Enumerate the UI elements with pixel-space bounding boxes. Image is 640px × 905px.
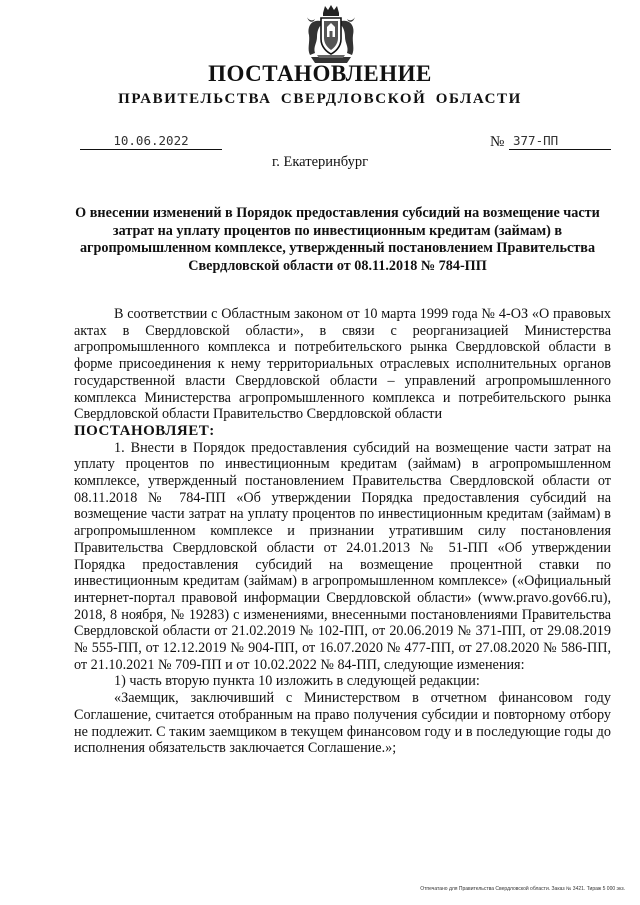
preamble-paragraph: В соответствии с Областным законом от 10 марта 1999 года № 4-ОЗ «О правовых актах в Свердловской области», в связи с реорганизацией Министерства агропромышленного комплекса и потребительского рынка Свердловской области в форме присоединения к нему территориальных отраслевых исполнительных органов государственной власти Свердловской области – управлений агропромышленного комплекса Министерства агропромышленного комплекса и потребительского рынка Свердловской области Правительство Свердловской области: [74, 306, 611, 423]
subitem-1-paragraph: 1) часть вторую пункта 10 изложить в следующей редакции:: [114, 673, 480, 690]
number-sign: №: [490, 134, 505, 150]
print-footer: Отпечатано для Правительства Свердловской области. Заказ № 3421. Тираж 5 000 экз.: [420, 886, 625, 892]
item-1-paragraph: 1. Внести в Порядок предоставления субсидий на возмещение части затрат на уплату процентов по инвестиционным кредитам (займам) в агропромышленном комплексе, утвержденный постановлением Правительства Свердловской области от 08.11.2018 № 784-ПП «Об утверждении Порядка предоставления субсидий на возмещение части затрат на уплату процентов по инвестиционным кредитам (займам) в агропромышленном комплексе и признании утратившим силу постановления Правительства Свердловской области от 24.01.2013 № 51-ПП «Об утверждении Порядка предоставления субсидий на возмещение процентной ставки по инвестиционным кредитам (займам) в агропромышленном комплексе» («Официальный интернет-портал правовой информации Свердловской области» (www.pravo.gov66.ru), 2018, 8 ноября, № 19283) с изменениями, внесенными постановлениями Правительства Свердловской области от 21.02.2019 № 102-ПП, от 20.06.2019 № 371-ПП, от 29.08.2019 № 555-ПП, от 12.12.2019 № 904-ПП, от 16.07.2020 № 477-ПП, от 27.08.2020 № 586-ПП, от 21.10.2021 № 709-ПП и от 10.02.2022 № 84-ПП, следующие изменения:: [74, 439, 611, 673]
document-number: 377-ПП: [509, 133, 611, 150]
decree-word: ПОСТАНОВЛЯЕТ:: [74, 422, 215, 439]
city-label: г. Екатеринбург: [271, 154, 369, 170]
document-type-title: ПОСТАНОВЛЕНИЕ: [208, 61, 432, 86]
quoted-text-paragraph: «Заемщик, заключивший с Министерством в отчетном финансовом году Соглашение, считается отобранным на право получения субсидии и повторному отбору не подлежит. С таким заемщиком в текущем финансовом году и в последующие годы до исполнения обязательств заключается Соглашение.»;: [74, 690, 611, 757]
document-body: [74, 306, 611, 757]
document-subject-title: О внесении изменений в Порядок предоставления субсидий на возмещение части затрат на уплату процентов по инвестиционным кредитам (займам) в агропромышленном комплексе, утвержденный постановлением Правительства Свердловской области от 08.11.2018 № 784-ПП: [75, 205, 600, 274]
coat-of-arms-icon: [301, 3, 361, 65]
document-date: 10.06.2022: [80, 133, 222, 150]
issuer-title: ПРАВИТЕЛЬСТВА СВЕРДЛОВСКОЙ ОБЛАСТИ: [118, 91, 522, 107]
